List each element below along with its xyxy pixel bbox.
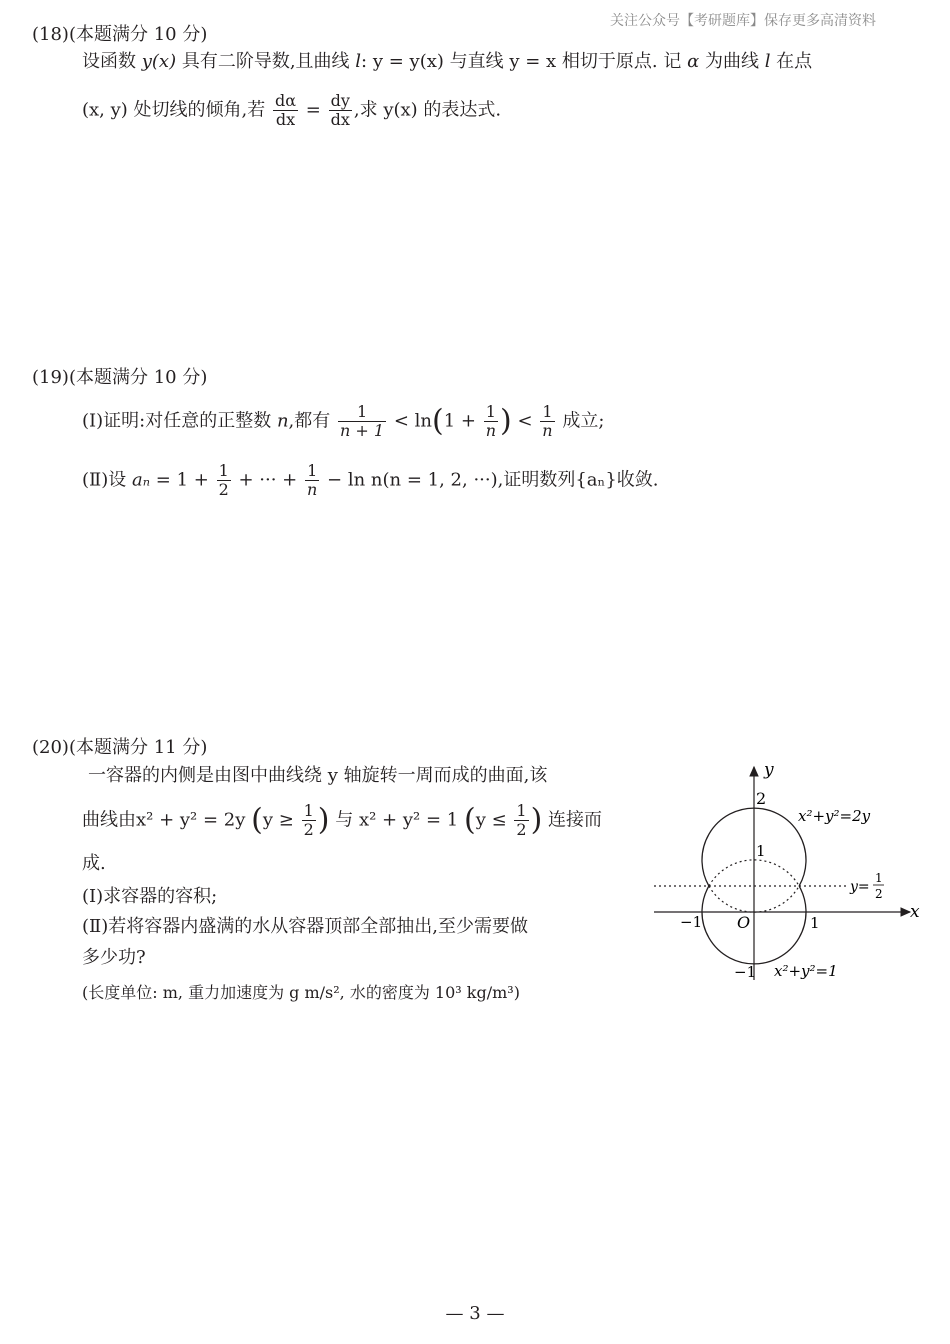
q19-fraction bbox=[305, 462, 319, 499]
q19-text: (Ⅱ)设 bbox=[82, 469, 133, 491]
q18-number: (18) bbox=[32, 24, 69, 45]
q19-fraction bbox=[217, 462, 231, 499]
tick-1-x: 1 bbox=[810, 914, 820, 932]
q19-math: n bbox=[276, 410, 289, 432]
q20-line1: 一容器的内侧是由图中曲线绕 y 轴旋转一周而成的曲面,该 bbox=[88, 765, 548, 786]
q20-part1: (Ⅰ)求容器的容积; bbox=[82, 886, 218, 907]
q18-text: 设函数 bbox=[82, 51, 142, 72]
frac-num: 1 bbox=[305, 462, 319, 481]
tick-neg1-y: −1 bbox=[734, 963, 757, 981]
tick-1: 1 bbox=[756, 842, 766, 860]
q19-fraction bbox=[540, 403, 554, 440]
q19-number: (19) bbox=[32, 367, 69, 388]
paren-close: ) bbox=[500, 403, 512, 439]
q20-figure bbox=[640, 755, 930, 995]
q18-math: α bbox=[687, 51, 700, 72]
q20-fraction bbox=[302, 802, 316, 839]
q20-units: (长度单位: m, 重力加速度为 g m/s², 水的密度为 10³ kg/m³) bbox=[82, 983, 520, 1002]
x-axis-label: x bbox=[910, 902, 920, 922]
q18-text: = bbox=[305, 99, 321, 121]
q18-fraction-dalpha bbox=[273, 92, 298, 129]
frac-den: dx bbox=[330, 110, 350, 129]
q19-header bbox=[32, 363, 207, 389]
frac-num: 1 bbox=[303, 801, 314, 820]
frac-num: 1 bbox=[484, 403, 498, 422]
q18-fraction-dy bbox=[329, 92, 352, 129]
upper-curve-label: x²+y²=2y bbox=[798, 807, 871, 825]
q20-score: (本题满分 11 分) bbox=[68, 737, 208, 758]
origin-label: O bbox=[737, 913, 751, 932]
frac-den: n + 1 bbox=[340, 421, 385, 440]
q20-text: y ≥ bbox=[262, 809, 294, 831]
q20-line2 bbox=[82, 802, 602, 839]
q20-text: y ≤ bbox=[475, 809, 507, 831]
q20-part2: (Ⅱ)若将容器内盛满的水从容器顶部全部抽出,至少需要做 bbox=[82, 916, 528, 937]
lower-curve-label: x²+y²=1 bbox=[774, 962, 838, 980]
tick-2: 2 bbox=[756, 789, 767, 808]
q19-text: 1 + bbox=[443, 410, 476, 432]
q19-text: = 1 + bbox=[150, 469, 209, 491]
y-axis-label: y bbox=[764, 760, 774, 780]
paren-open: ( bbox=[463, 802, 476, 838]
frac-num: 1 bbox=[338, 403, 386, 422]
q20-text: 与 x² + y² = 1 bbox=[335, 809, 459, 831]
half-line-label: y= bbox=[850, 879, 870, 895]
frac-den: dx bbox=[275, 110, 296, 129]
frac-num: 1 bbox=[218, 461, 229, 480]
q20-line3: 成. bbox=[82, 853, 106, 874]
q19-text: ,都有 bbox=[288, 410, 331, 432]
frac-den: n bbox=[307, 480, 318, 499]
q18-score: (本题满分 10 分) bbox=[68, 24, 208, 45]
q18-math: y(x) bbox=[141, 51, 177, 72]
q19-text: < bbox=[517, 410, 533, 432]
q20-number: (20) bbox=[32, 737, 69, 758]
q18-header bbox=[32, 20, 207, 46]
q18-line2 bbox=[82, 92, 501, 129]
frac-den: 2 bbox=[303, 820, 314, 839]
q19-part2 bbox=[82, 462, 659, 499]
q18-text: ,求 y(x) 的表达式. bbox=[353, 99, 502, 121]
q19-text: + ··· + bbox=[238, 469, 298, 491]
tick-neg1-x: −1 bbox=[680, 913, 703, 931]
q19-text: < ln bbox=[393, 410, 432, 432]
paren-close: ) bbox=[530, 802, 543, 838]
q19-fraction bbox=[484, 403, 498, 440]
page-number: — 3 — bbox=[445, 1303, 505, 1324]
q20-header bbox=[32, 733, 207, 759]
frac-num: 1 bbox=[516, 801, 527, 820]
frac-num: 1 bbox=[540, 403, 554, 422]
frac-den: n bbox=[542, 421, 553, 440]
q20-text: 连接而 bbox=[548, 809, 603, 831]
q18-text: : y = y(x) 与直线 y = x 相切于原点. 记 bbox=[361, 51, 688, 72]
q18-text: 为曲线 bbox=[699, 51, 765, 72]
paren-close: ) bbox=[317, 802, 330, 838]
watermark: 关注公众号【考研题库】保存更多高清资料 bbox=[610, 13, 876, 29]
q20-text: 曲线由x² + y² = 2y bbox=[82, 809, 246, 831]
paren-open: ( bbox=[431, 403, 444, 439]
paren-open: ( bbox=[251, 802, 263, 838]
frac-den: 2 bbox=[218, 480, 229, 499]
frac-den: 2 bbox=[516, 820, 527, 839]
frac-num: dα bbox=[275, 91, 297, 110]
q19-math: aₙ bbox=[132, 469, 151, 491]
q19-text: (Ⅰ)证明:对任意的正整数 bbox=[82, 410, 277, 432]
frac-den: n bbox=[485, 421, 496, 440]
q20-line6: 多少功? bbox=[82, 947, 146, 968]
q18-text: 具有二阶导数,且曲线 bbox=[176, 51, 356, 72]
q19-part1 bbox=[82, 403, 604, 440]
q19-text: − ln n(n = 1, 2, ···),证明数列{aₙ}收敛. bbox=[327, 469, 659, 491]
q18-line1 bbox=[82, 47, 812, 77]
q18-text: (x, y) 处切线的倾角,若 bbox=[82, 99, 266, 121]
q19-fraction bbox=[338, 403, 386, 440]
q18-text: 在点 bbox=[770, 51, 813, 72]
frac-num: dy bbox=[330, 91, 350, 110]
q19-score: (本题满分 10 分) bbox=[68, 367, 208, 388]
q18-math: l bbox=[355, 51, 362, 72]
q20-fraction bbox=[514, 802, 528, 839]
half-num: 1 bbox=[875, 871, 883, 885]
q18-math: l bbox=[764, 51, 771, 72]
q19-text: 成立; bbox=[562, 410, 605, 432]
half-den: 2 bbox=[875, 887, 883, 901]
